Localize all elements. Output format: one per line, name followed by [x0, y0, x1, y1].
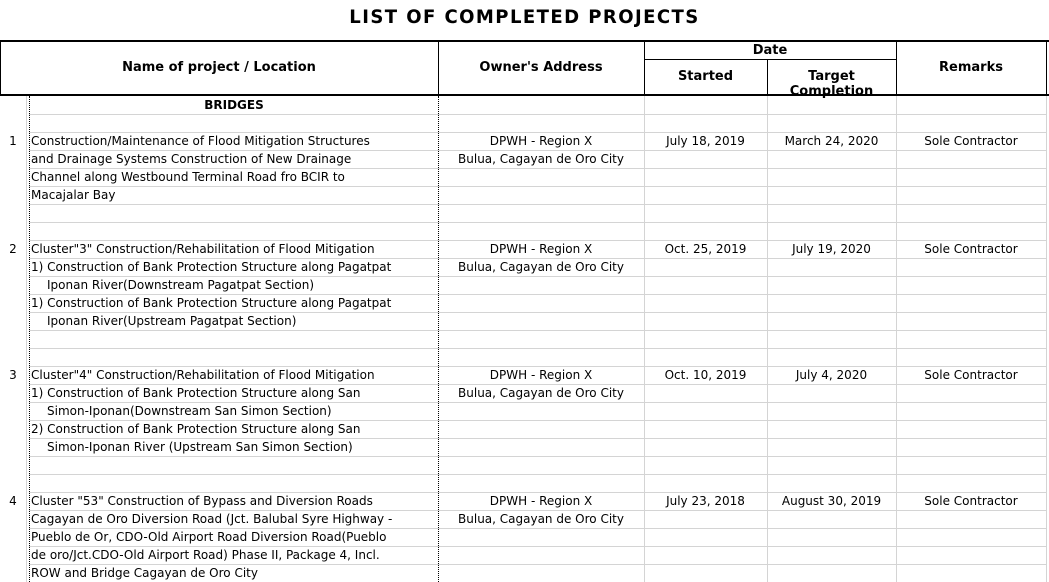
- row-gridline: [29, 348, 1046, 349]
- header-right-border: [1046, 40, 1047, 96]
- target-completion-date: July 19, 2020: [792, 242, 871, 256]
- remarks-value: Sole Contractor: [924, 242, 1018, 256]
- owner-address: Bulua, Cagayan de Oro City: [458, 386, 624, 400]
- project-description-line: Iponan River(Downstream Pagatpat Section): [47, 278, 314, 292]
- started-date: Oct. 25, 2019: [664, 242, 747, 256]
- body-right-border: [1046, 96, 1047, 582]
- target-completion-date: July 4, 2020: [795, 368, 868, 382]
- owner-address: Bulua, Cagayan de Oro City: [458, 260, 624, 274]
- row-gridline: [29, 204, 1046, 205]
- date-subheader-line: [644, 59, 896, 60]
- header-target-completion: Target Completion: [789, 69, 874, 99]
- project-description-line: Pueblo de Or, CDO-Old Airport Road Diversion Road(Pueblo: [31, 530, 387, 544]
- project-description-line: 2) Construction of Bank Protection Structure along San: [31, 422, 361, 436]
- owner-office: DPWH - Region X: [489, 494, 593, 508]
- row-number-gridline: [26, 96, 27, 582]
- row-gridline: [29, 330, 1046, 331]
- row-gridline: [29, 222, 1046, 223]
- header-top-border: [0, 40, 1049, 42]
- project-number: 3: [9, 368, 17, 382]
- page-title: LIST OF COMPLETED PROJECTS: [349, 6, 700, 28]
- remarks-value: Sole Contractor: [924, 494, 1018, 508]
- project-description-line: Cluster "53" Construction of Bypass and Diversion Roads: [31, 494, 373, 508]
- project-description-line: Cluster"4" Construction/Rehabilitation of Flood Mitigation: [31, 368, 375, 382]
- project-description-line: Channel along Westbound Terminal Road fro BCIR to: [31, 170, 345, 184]
- target-completion-date: August 30, 2019: [781, 494, 882, 508]
- target-completion-date: March 24, 2020: [784, 134, 879, 148]
- started-date: July 23, 2018: [666, 494, 745, 508]
- row-gridline: [29, 186, 1046, 187]
- project-number: 4: [9, 494, 17, 508]
- project-description-line: Iponan River(Upstream Pagatpat Section): [47, 314, 297, 328]
- project-description-line: 1) Construction of Bank Protection Structure along Pagatpat: [31, 260, 392, 274]
- remarks-value: Sole Contractor: [924, 134, 1018, 148]
- row-gridline: [29, 474, 1046, 475]
- header-name-location: Name of project / Location: [122, 60, 316, 75]
- owner-address: Bulua, Cagayan de Oro City: [458, 512, 624, 526]
- row-gridline: [29, 114, 1046, 115]
- project-description-line: and Drainage Systems Construction of New Drainage: [31, 152, 352, 166]
- project-description-line: Cagayan de Oro Diversion Road (Jct. Balubal Syre Highway -: [31, 512, 393, 526]
- header-started: Started: [677, 69, 734, 84]
- owner-office: DPWH - Region X: [489, 134, 593, 148]
- started-date: Oct. 10, 2019: [664, 368, 747, 382]
- project-description-line: Construction/Maintenance of Flood Mitigation Structures: [31, 134, 370, 148]
- header-date: Date: [752, 43, 788, 58]
- project-description-line: 1) Construction of Bank Protection Structure along Pagatpat: [31, 296, 392, 310]
- row-gridline: [29, 456, 1046, 457]
- section-label: BRIDGES: [204, 98, 264, 112]
- remarks-value: Sole Contractor: [924, 368, 1018, 382]
- header-owner-address: Owner's Address: [479, 60, 603, 75]
- header-remarks: Remarks: [939, 60, 1003, 75]
- project-description-line: ROW and Bridge Cagayan de Oro City: [31, 566, 258, 580]
- project-number: 2: [9, 242, 17, 256]
- project-description-line: Cluster"3" Construction/Rehabilitation of Flood Mitigation: [31, 242, 375, 256]
- owner-office: DPWH - Region X: [489, 242, 593, 256]
- started-date: July 18, 2019: [666, 134, 745, 148]
- project-description-line: de oro/Jct.CDO-Old Airport Road) Phase II, Package 4, Incl.: [31, 548, 380, 562]
- owner-address: Bulua, Cagayan de Oro City: [458, 152, 624, 166]
- project-number: 1: [9, 134, 17, 148]
- project-description-line: Simon-Iponan(Downstream San Simon Section): [47, 404, 332, 418]
- project-description-line: Macajalar Bay: [31, 188, 116, 202]
- project-description-line: Simon-Iponan River (Upstream San Simon Section): [47, 440, 353, 454]
- project-description-line: 1) Construction of Bank Protection Structure along San: [31, 386, 361, 400]
- owner-office: DPWH - Region X: [489, 368, 593, 382]
